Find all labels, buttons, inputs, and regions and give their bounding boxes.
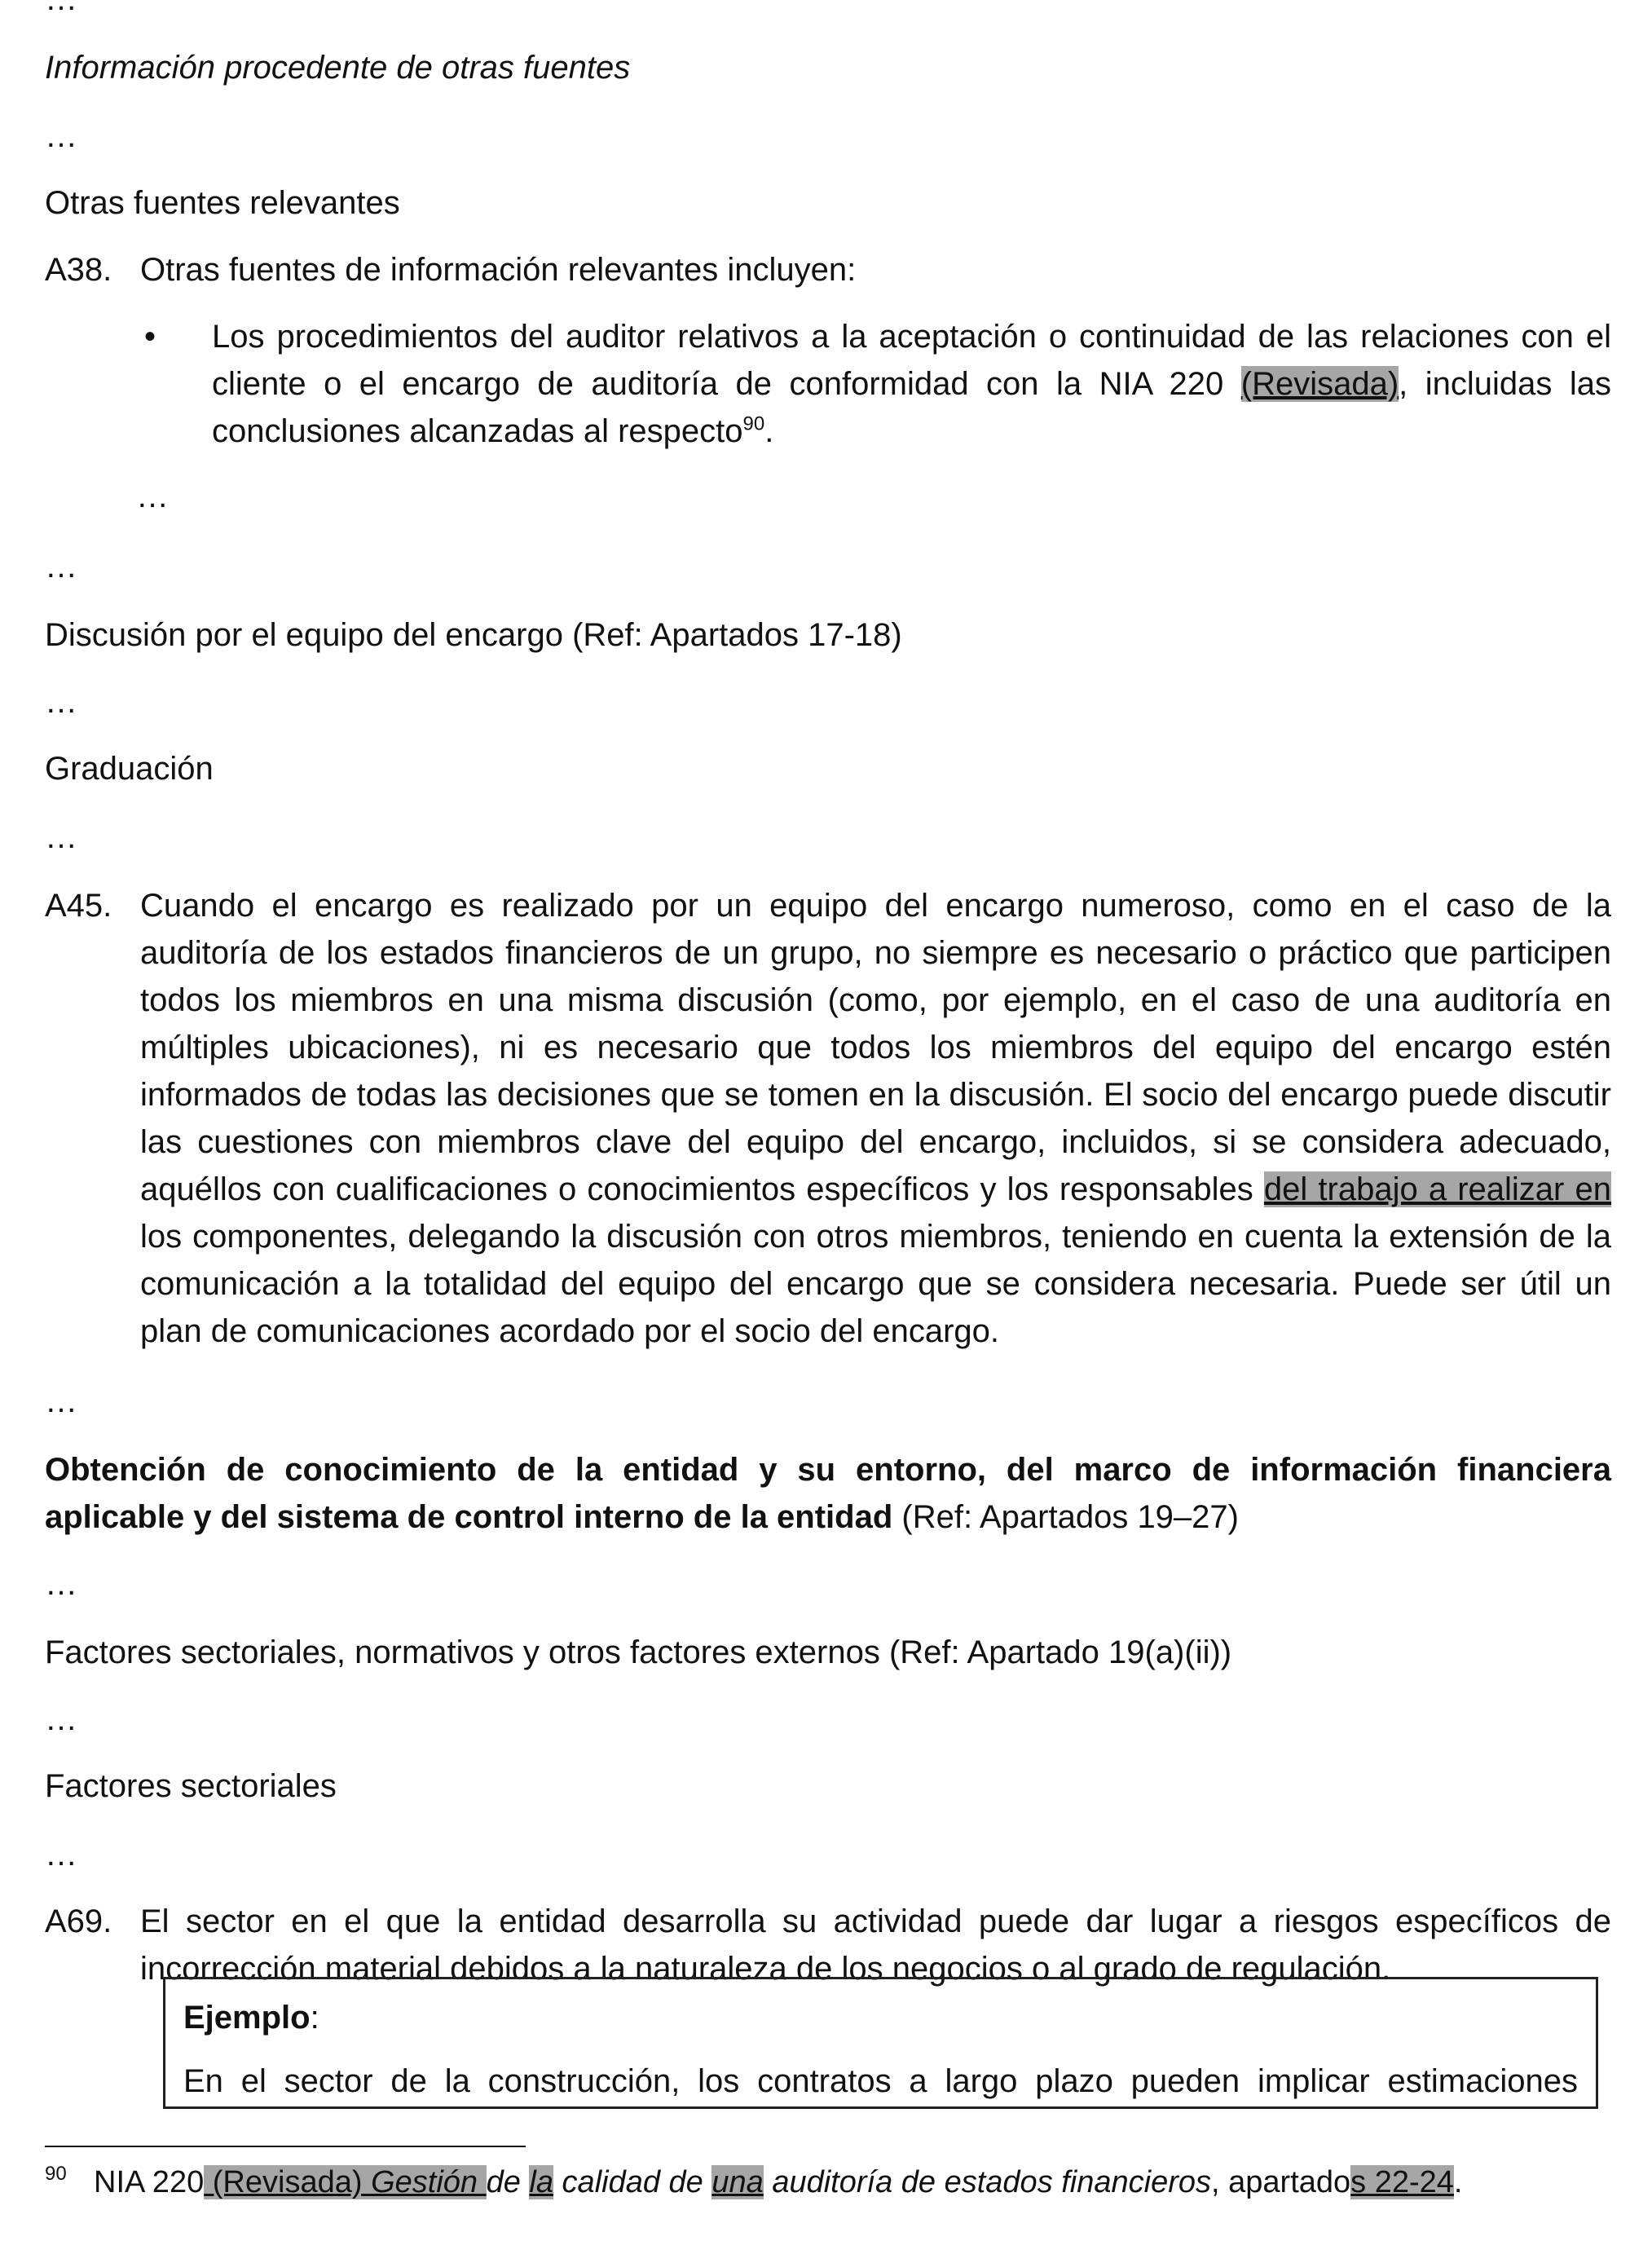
ellipsis: …	[45, 819, 77, 855]
highlight: del trabajo a realizar en	[1263, 1171, 1612, 1207]
footnote-text: NIA 220 (Revisada) Gestión de la calidad de una auditoría de estados financieros, apartados 22-24.	[94, 2165, 1463, 2199]
ellipsis: …	[45, 1566, 77, 1602]
ellipsis: …	[45, 549, 77, 584]
paragraph-text: El sector en el que la entidad desarrolla su actividad puede dar lugar a riesgos específicos de incorrección material debidos a la naturaleza de los negocios o al grado de regulación.	[140, 1903, 1611, 1987]
paragraph-text: Otras fuentes de información relevantes incluyen:	[140, 252, 857, 288]
subheading-sector-factors: Factores sectoriales	[45, 1768, 337, 1804]
section-heading-understanding: Obtención de conocimiento de la entidad y su entorno, del marco de información financiera aplicable y del sistema de control interno de la entidad (Ref: Apartados 19–27)	[45, 1452, 1611, 1535]
ellipsis: …	[45, 118, 77, 154]
paragraph-number: A69.	[45, 1903, 112, 1939]
paragraph-number: A45.	[45, 888, 112, 924]
example-text: En el sector de la construcción, los contratos a largo plazo pueden implicar estimaciones	[183, 2063, 1578, 2099]
footnote-separator	[45, 2146, 526, 2147]
subheading-other-relevant-sources: Otras fuentes relevantes	[45, 185, 400, 221]
footnote-mark: 90	[45, 2163, 67, 2185]
ellipsis: …	[45, 1383, 77, 1419]
ellipsis: …	[45, 1701, 77, 1737]
subheading-factors: Factores sectoriales, normativos y otros factores externos (Ref: Apartado 19(a)(ii))	[45, 1634, 1232, 1670]
ellipsis: …	[45, 684, 77, 720]
example-label: Ejemplo:	[183, 2000, 319, 2036]
footnote-reference[interactable]: 90	[742, 412, 765, 435]
ellipsis	[45, 0, 77, 23]
subheading-graduation: Graduación	[45, 751, 214, 787]
ellipsis: …	[45, 1837, 77, 1873]
ellipsis: …	[136, 479, 169, 514]
paragraph-number: A38.	[45, 252, 112, 288]
subheading-info-other-sources: Información procedente de otras fuentes	[45, 50, 631, 86]
paragraph-text: Cuando el encargo es realizado por un equipo del encargo numeroso, como en el caso de la auditoría de los estados financieros de un grupo, no siempre es necesario o práctico que participen todos los miembros en una misma discusión (como, por ejemplo, en el caso de una auditoría en múltiples ubicaciones), ni es necesario que todos los miembros del equipo del encargo estén informados de todas las decisiones que se tomen en la discusión. El socio del encargo puede discutir las cuestiones con miembros clave del equipo del encargo, incluidos, si se considera adecuado, aquéllos con cualificaciones o conocimientos específicos y los responsables del trabajo a realizar en los componentes, delegando la discusión con otros miembros, teniendo en cuenta la extensión de la comunicación a la totalidad del equipo del encargo que se considera necesaria. Puede ser útil un plan de comunicaciones acordado por el socio del encargo.	[140, 888, 1612, 1349]
subheading-discussion: Discusión por el equipo del encargo (Ref: Apartados 17-18)	[45, 617, 902, 653]
bullet-text: Los procedimientos del auditor relativos a la aceptación o continuidad de las relaciones con el cliente o el encargo de auditoría de conformidad con la NIA 220 (Revisada), incluidas las conclusiones alcanzadas al respecto$^{90}$.	[212, 319, 1611, 449]
example-box	[163, 1977, 1598, 2109]
highlight: (Revisada)	[1240, 366, 1399, 402]
bullet-icon: •	[144, 319, 156, 355]
